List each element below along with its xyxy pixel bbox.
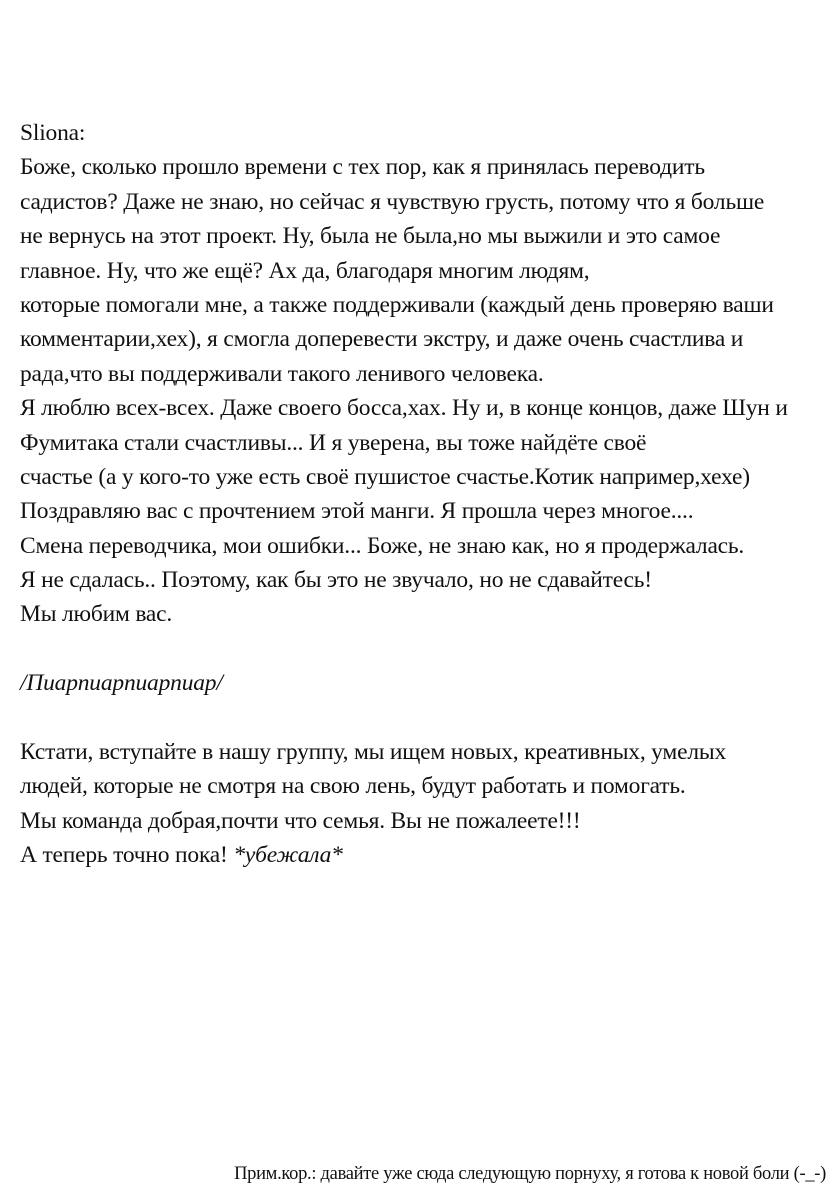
letter-line: счастье (а у кого-то уже есть своё пушистое счастье.Котик например,хехе) bbox=[20, 463, 750, 490]
letter-line: которые помогали мне, а также поддерживали (каждый день проверяю ваши bbox=[20, 291, 774, 318]
author-name: Sliona: bbox=[20, 120, 86, 146]
letter-line: Мы любим вас. bbox=[20, 601, 173, 628]
recruit-line: Кстати, вступайте в нашу группу, мы ищем новых, креативных, умелых bbox=[20, 739, 726, 766]
letter-line: Смена переводчика, мои ошибки... Боже, не знаю как, но я продержалась. bbox=[20, 532, 745, 559]
closing-action: *убежала* bbox=[233, 842, 343, 869]
pr-heading: /Пиарпиарпиарпиар/ bbox=[20, 670, 223, 697]
proofreader-note: Прим.кор.: давайте уже сюда следующую порнуху, я готова к новой боли (-_-) bbox=[234, 1164, 826, 1184]
letter-line: Фумитака стали счастливы... И я уверена, вы тоже найдёте своё bbox=[20, 429, 647, 456]
paragraph-spacer bbox=[20, 701, 825, 735]
recruit-line: Мы команда добрая,почти что семья. Вы не пожалеете!!! bbox=[20, 807, 581, 834]
letter-line: садистов? Даже не знаю, но сейчас я чувствую грусть, потому что я больше bbox=[20, 188, 765, 215]
letter-line: Я люблю всех-всех. Даже своего босса,хах. Ну и, в конце концов, даже Шун и bbox=[20, 395, 788, 422]
translator-letter bbox=[20, 116, 825, 873]
letter-line: не вернусь на этот проект. Ну, была не была,но мы выжили и это самое bbox=[20, 223, 721, 250]
letter-line: Я не сдалась.. Поэтому, как бы это не звучало, но не сдавайтесь! bbox=[20, 567, 652, 594]
closing-line bbox=[20, 838, 825, 872]
letter-line: главное. Ну, что же ещё? Ах да, благодаря многим людям, bbox=[20, 257, 590, 284]
paragraph-spacer bbox=[20, 632, 825, 666]
closing-text: А теперь точно пока! bbox=[20, 842, 234, 869]
recruit-line: людей, которые не смотря на свою лень, будут работать и помогать. bbox=[20, 773, 686, 800]
letter-line: Боже, сколько прошло времени с тех пор, как я принялась переводить bbox=[20, 154, 705, 181]
letter-line: рада,что вы поддерживали такого ленивого человека. bbox=[20, 360, 544, 387]
letter-line: Поздравляю вас с прочтением этой манги. Я прошла через многое.... bbox=[20, 498, 694, 525]
letter-line: комментарии,хех), я смогла доперевести экстру, и даже очень счастлива и bbox=[20, 326, 744, 353]
